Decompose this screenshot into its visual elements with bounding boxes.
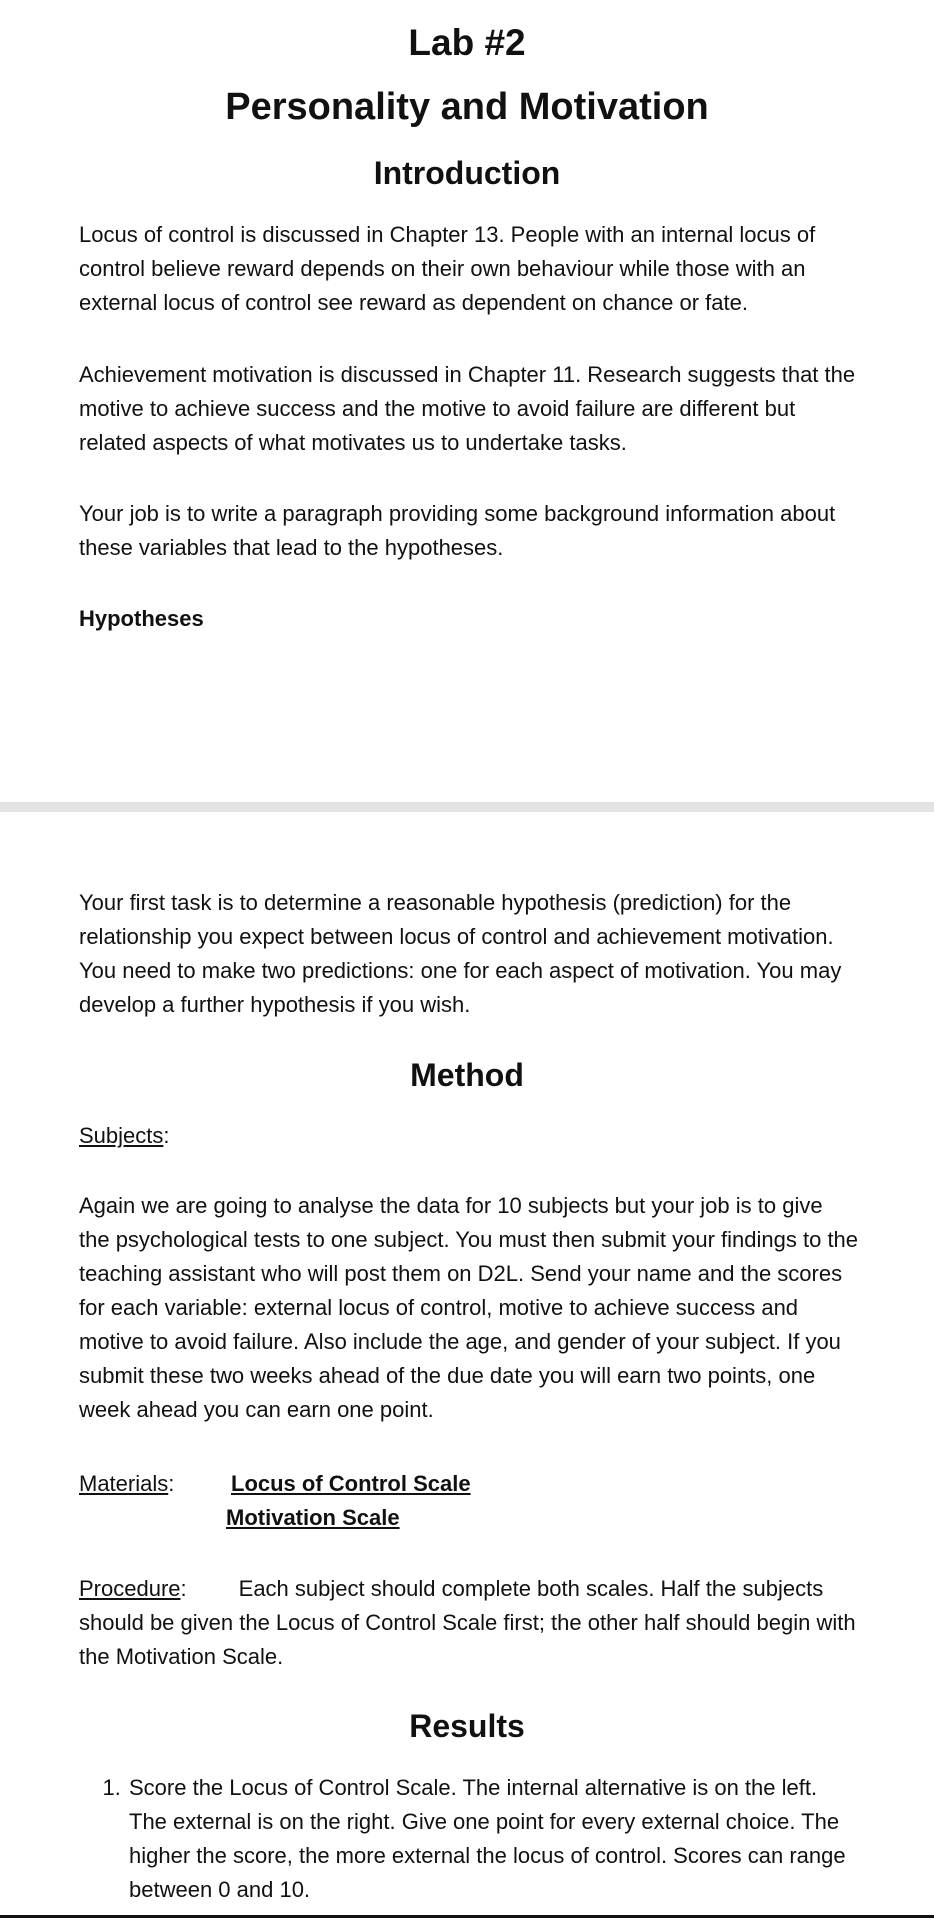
hypotheses-heading-block [79,602,859,636]
results-item-1: 1. Score the Locus of Control Scale. The internal alternative is on the left. The external is on the right. Give one point for every external choice. The higher the score, the more external the locus of control. Scores can range between 0 and 10. [127,1771,859,1907]
intro-paragraph-2: Achievement motivation is discussed in Chapter 11. Research suggests that the motive to achieve success and the motive to avoid failure are different but related aspects of what motivates us to undertake tasks. [79,362,856,455]
subjects-paragraph: Again we are going to analyse the data for 10 subjects but your job is to give the psychological tests to one subject. You must then submit your findings to the teaching assistant who will post them on D2L. Send your name and the scores for each variable: external locus of control, motive to achieve success and motive to avoid failure. Also include the age, and gender of your subject. If you submit these two weeks ahead of the due date you will earn two points, one week ahead you can earn one point. [79,1193,859,1422]
materials-row-1: Materials: Locus of Control Scale [79,1467,859,1501]
intro-paragraph-3: Your job is to write a paragraph providing some background information about these variables that lead to the hypotheses. [79,501,836,560]
locus-of-control-scale-link: Locus of Control Scale [231,1471,471,1496]
motivation-scale-link: Motivation Scale [226,1505,400,1530]
subjects-label: Subjects [79,1123,164,1148]
subjects-label-block [79,1119,859,1153]
materials-row-2 [79,1501,859,1535]
hypothesis-task-block [79,886,859,1022]
results-list-block [79,1771,859,1907]
subjects-paragraph-block [79,1189,859,1427]
results-heading: Results [409,1708,525,1744]
procedure-paragraph: Procedure: Each subject should complete both scales. Half the subjects should be given the Locus of Control Scale first; the other half should begin with the Motivation Scale. [79,1576,856,1669]
introduction-heading: Introduction [373,155,561,191]
hypotheses-heading: Hypotheses [79,606,204,631]
lab-title: Lab #2 [408,22,526,63]
intro-paragraph-3-block [79,497,859,565]
method-heading: Method [410,1057,524,1093]
document-page-1 [0,0,934,802]
page-separator [0,802,934,812]
intro-paragraph-1-block [79,218,859,320]
intro-paragraph-2-block [79,358,859,460]
materials-block [79,1467,859,1535]
procedure-label: Procedure [79,1576,181,1601]
hypothesis-task-paragraph: Your first task is to determine a reasonable hypothesis (prediction) for the relationship you expect between locus of control and achievement motivation. You need to make two predictions: one for each aspect of motivation. You may develop a further hypothesis if you wish. [79,890,842,1017]
document-page-2 [0,812,934,1915]
procedure-block [79,1572,859,1674]
results-list [79,1771,859,1907]
materials-label: Materials [79,1471,169,1496]
procedure-text: Each subject should complete both scales. Half the subjects should be given the Locus of Control Scale first; the other half should begin with the Motivation Scale. [79,1576,856,1669]
bottom-border [0,1915,934,1918]
main-title: Personality and Motivation [225,86,709,128]
subjects-label-line: Subjects: [79,1123,170,1148]
intro-paragraph-1: Locus of control is discussed in Chapter 13. People with an internal locus of control believe reward depends on their own behaviour while those with an external locus of control see reward as dependent on chance or fate. [79,222,816,315]
